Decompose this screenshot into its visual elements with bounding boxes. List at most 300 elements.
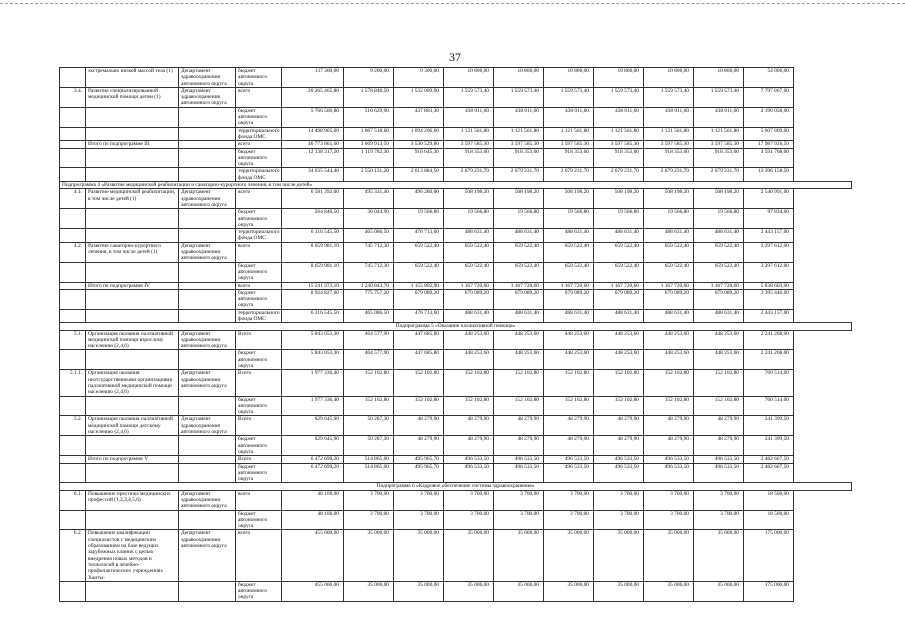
row-funding-source: бюджет автономного округа: [236, 148, 282, 168]
row-value: 3 700,00: [394, 490, 444, 510]
row-value: 1 167 720,60: [594, 282, 644, 289]
row-value: 659 522,40: [394, 242, 444, 262]
row-value: 496 533,50: [694, 463, 744, 483]
row-value: 1 121 561,80: [494, 127, 544, 141]
table-row: [60, 396, 852, 416]
row-value: 448 253,60: [494, 350, 544, 370]
row-value: 438 011,60: [694, 107, 744, 127]
row-funding-source: всего: [236, 282, 282, 289]
row-value: 464 577,90: [344, 350, 394, 370]
row-executor: [179, 262, 236, 282]
row-value: 455 000,00: [282, 530, 344, 581]
row-value: 659 522,40: [694, 262, 744, 282]
row-value: 19 566,80: [544, 209, 594, 229]
row-value: 152 102,80: [394, 396, 444, 416]
row-value: 48 279,90: [544, 416, 594, 436]
row-code: [60, 396, 86, 416]
row-value: 2 679 231,70: [594, 168, 644, 182]
row-value: 488 631,40: [644, 309, 694, 323]
row-value: 35 000,00: [394, 530, 444, 581]
row-executor: [179, 463, 236, 483]
row-value: 175 000,00: [744, 530, 794, 581]
row-name: [86, 229, 179, 243]
row-value: 6 316 545,50: [282, 309, 344, 323]
row-executor: [179, 309, 236, 323]
row-value: 679 089,20: [394, 289, 444, 309]
row-value: 659 522,40: [644, 242, 694, 262]
row-value: 1 240 843,70: [344, 282, 394, 289]
row-value: 1 119 782,30: [344, 148, 394, 168]
table-row: [60, 309, 852, 323]
row-value: 35 000,00: [694, 581, 744, 601]
row-code: [60, 309, 86, 323]
row-name: [86, 127, 179, 141]
row-value: 17 987 926,50: [744, 141, 794, 148]
row-value: 448 253,60: [594, 350, 644, 370]
row-value: 679 089,20: [494, 289, 544, 309]
row-code: [60, 209, 86, 229]
row-value: 2 550 131,20: [344, 168, 394, 182]
row-value: 679 089,20: [694, 289, 744, 309]
row-value: 35 000,00: [544, 581, 594, 601]
row-value: 152 102,80: [694, 396, 744, 416]
row-value: 9 200,00: [344, 68, 394, 88]
row-value: 496 533,50: [444, 463, 494, 483]
row-value: 488 631,40: [594, 229, 644, 243]
row-code: 3.4.: [60, 87, 86, 107]
table-row: [60, 148, 852, 168]
row-value: 918 353,60: [444, 148, 494, 168]
row-value: 19 566,80: [694, 209, 744, 229]
row-value: 496 280,00: [394, 189, 444, 209]
row-value: 659 522,40: [594, 242, 644, 262]
row-value: 48 279,90: [694, 416, 744, 436]
subprogram-title: Подпрограмма 5 «Оказание паллиативной помощи»: [60, 323, 852, 330]
row-value: 659 522,40: [394, 262, 444, 282]
row-value: 35 000,00: [594, 530, 644, 581]
row-value: 496 533,50: [544, 456, 594, 463]
row-code: 6.1.: [60, 490, 86, 510]
row-value: 1 121 561,80: [644, 127, 694, 141]
row-value: 1 121 561,80: [444, 127, 494, 141]
row-value: 1 167 720,60: [494, 282, 544, 289]
row-funding-source: бюджет автономного округа: [236, 463, 282, 483]
row-value: 488 631,40: [444, 309, 494, 323]
row-executor: [179, 282, 236, 289]
row-name: Развитие санаторно-курортного лечения, в том числе детей (1): [86, 242, 179, 262]
row-value: 1 559 573,40: [594, 87, 644, 107]
row-executor: Департамент здравоохранения автономного округа: [179, 242, 236, 262]
row-value: 48 279,90: [444, 436, 494, 456]
row-value: 495 965,70: [394, 463, 444, 483]
row-name: Повышение квалификации специалистов с медицинским образованием на базе ведущих зарубежных клиник с целью внедрения новых методов и технологий в лечебно-профилактических учреждениях Ханты-: [86, 530, 179, 581]
row-value: 264 846,50: [282, 209, 344, 229]
row-name: Развитие специализированной медицинской помощи детям (1): [86, 87, 179, 107]
row-value: 3 395 446,00: [744, 289, 794, 309]
row-value: 496 533,50: [444, 456, 494, 463]
row-value: 5 843 053,30: [282, 350, 344, 370]
row-value: 1 559 573,40: [644, 87, 694, 107]
row-value: 496 533,50: [594, 456, 644, 463]
row-value: 2 540 991,00: [744, 189, 794, 209]
row-code: 5.1.: [60, 330, 86, 350]
row-name: [86, 168, 179, 182]
table-row: [60, 262, 852, 282]
row-value: 48 279,90: [644, 416, 694, 436]
row-name: [86, 107, 179, 127]
row-value: 659 522,40: [444, 262, 494, 282]
row-value: 514 865,00: [344, 463, 394, 483]
row-value: 1 532 009,90: [394, 87, 444, 107]
table-row: [60, 87, 852, 107]
row-value: 447 685,80: [394, 350, 444, 370]
row-value: 659 522,40: [494, 242, 544, 262]
row-value: 54 000,00: [744, 68, 794, 88]
row-value: 508 198,20: [444, 189, 494, 209]
row-value: 1 559 573,40: [494, 87, 544, 107]
row-value: 152 102,80: [594, 396, 644, 416]
row-value: 30 044,90: [344, 209, 394, 229]
row-value: 2 241 268,00: [744, 330, 794, 350]
row-code: 4.1.: [60, 189, 86, 209]
row-value: 508 198,20: [694, 189, 744, 209]
row-value: 3 597 585,30: [694, 141, 744, 148]
row-executor: Департамент здравоохранения автономного округа: [179, 490, 236, 510]
row-value: 760 514,00: [744, 370, 794, 396]
row-value: 918 353,60: [544, 148, 594, 168]
row-executor: [179, 510, 236, 530]
row-value: 46 773 861,60: [282, 141, 344, 148]
row-executor: [179, 107, 236, 127]
row-name: Организация оказания паллиативной медицинской помощи детскому населению (2,4,6): [86, 416, 179, 436]
table-row: [60, 330, 852, 350]
row-name: экстремально низкой массой тела (1): [86, 68, 179, 88]
row-value: 488 631,40: [494, 229, 544, 243]
row-value: 2 482 667,50: [744, 456, 794, 463]
row-value: 488 631,40: [494, 309, 544, 323]
row-funding-source: Всего: [236, 456, 282, 463]
row-value: 19 566,80: [394, 209, 444, 229]
row-value: 1 167 720,60: [694, 282, 744, 289]
row-name: Итого по подпрограмме V: [86, 456, 179, 463]
row-name: [86, 148, 179, 168]
row-name: Повышение престижа медицинских профессий (1,2,3,4,5,6): [86, 490, 179, 510]
row-value: 2 241 268,00: [744, 350, 794, 370]
row-value: 745 712,30: [344, 242, 394, 262]
row-value: 19 566,80: [594, 209, 644, 229]
row-value: 6 472 699,20: [282, 463, 344, 483]
row-value: 2 443 157,00: [744, 229, 794, 243]
row-value: 488 631,40: [444, 229, 494, 243]
row-value: 8 924 827,60: [282, 289, 344, 309]
row-value: 1 121 561,80: [694, 127, 744, 141]
row-value: 152 102,80: [644, 396, 694, 416]
row-value: 488 631,40: [694, 229, 744, 243]
row-code: [60, 262, 86, 282]
subprogram-title: Подпрограмма 6 «Кадровое обеспечение системы здравоохранения»: [60, 483, 852, 490]
row-value: 679 089,20: [444, 289, 494, 309]
row-funding-source: территориального фонда ОМС: [236, 309, 282, 323]
row-value: 455 000,00: [282, 581, 344, 601]
row-funding-source: бюджет автономного округа: [236, 436, 282, 456]
row-value: 19 566,80: [494, 209, 544, 229]
row-value: 2 613 884,50: [394, 168, 444, 182]
row-value: 1 067 518,60: [344, 127, 394, 141]
row-value: 1 559 573,40: [444, 87, 494, 107]
row-code: [60, 229, 86, 243]
row-value: 19 566,80: [644, 209, 694, 229]
row-value: 35 000,00: [544, 530, 594, 581]
row-value: 50 287,30: [344, 436, 394, 456]
row-value: 2 443 157,00: [744, 309, 794, 323]
row-value: 448 253,60: [494, 330, 544, 350]
row-name: Организация оказания неотсударственными организациями паллиативной медицинской помощи населению (2,4,6): [86, 370, 179, 396]
row-value: 48 279,90: [694, 436, 744, 456]
top-border-line: [0, 3, 905, 4]
row-executor: Департамент здравоохранения автономного округа: [179, 68, 236, 88]
row-value: 448 253,60: [444, 350, 494, 370]
row-value: 437 803,30: [394, 107, 444, 127]
table-row: [60, 127, 852, 141]
row-value: 10 800,00: [694, 68, 744, 88]
row-value: 3 597 585,30: [544, 141, 594, 148]
row-funding-source: всего: [236, 189, 282, 209]
row-value: 2 679 231,70: [544, 168, 594, 182]
row-value: 3 669 913,50: [344, 141, 394, 148]
row-value: 48 279,90: [594, 416, 644, 436]
row-value: 916 645,30: [394, 148, 444, 168]
row-value: 35 000,00: [644, 530, 694, 581]
row-value: 464 577,90: [344, 330, 394, 350]
table-row: [60, 490, 852, 510]
row-code: 6.2.: [60, 530, 86, 581]
row-value: 3 700,00: [644, 510, 694, 530]
subprogram-header-row: [60, 483, 852, 490]
row-code: [60, 463, 86, 483]
row-value: 508 198,20: [494, 189, 544, 209]
subprogram-title: Подпрограмма 4 «Развитие медицинской реабилитации и санаторно-курортного лечения, в том числе детей»: [60, 182, 852, 189]
row-value: 918 353,60: [594, 148, 644, 168]
row-executor: Департамент здравоохранения автономного округа: [179, 87, 236, 107]
row-funding-source: Всего: [236, 330, 282, 350]
row-executor: [179, 289, 236, 309]
row-value: 6 581 392,00: [282, 189, 344, 209]
row-value: 438 011,60: [494, 107, 544, 127]
row-value: 3 700,00: [594, 490, 644, 510]
row-value: 6 316 545,50: [282, 229, 344, 243]
row-value: 918 353,60: [494, 148, 544, 168]
row-value: 3 700,00: [394, 510, 444, 530]
row-value: 3 700,00: [644, 490, 694, 510]
row-value: 679 089,20: [594, 289, 644, 309]
row-value: 9 300,00: [394, 68, 444, 88]
row-value: 659 522,40: [544, 262, 594, 282]
row-name: [86, 463, 179, 483]
row-value: 10 800,00: [544, 68, 594, 88]
row-value: 1 578 848,50: [344, 87, 394, 107]
row-executor: [179, 456, 236, 463]
row-value: 152 102,80: [444, 370, 494, 396]
row-value: 10 800,00: [644, 68, 694, 88]
row-value: 3 597 585,30: [594, 141, 644, 148]
row-value: 514 865,00: [344, 456, 394, 463]
row-value: 3 700,00: [694, 510, 744, 530]
row-executor: [179, 209, 236, 229]
row-value: 629 645,90: [282, 436, 344, 456]
row-value: 48 279,90: [394, 416, 444, 436]
row-value: 152 102,80: [344, 396, 394, 416]
row-value: 152 102,80: [394, 370, 444, 396]
row-value: 152 102,80: [544, 396, 594, 416]
row-value: 496 533,50: [494, 456, 544, 463]
row-value: 48 100,00: [282, 510, 344, 530]
row-funding-source: территориального фонда ОМС: [236, 127, 282, 141]
row-value: 659 522,40: [594, 262, 644, 282]
row-value: 48 279,90: [444, 416, 494, 436]
row-value: 447 685,80: [394, 330, 444, 350]
row-value: 2 190 058,00: [744, 107, 794, 127]
row-value: 48 279,90: [394, 436, 444, 456]
row-executor: [179, 141, 236, 148]
row-value: 20 265 465,80: [282, 87, 344, 107]
row-value: 35 000,00: [594, 581, 644, 601]
row-name: [86, 581, 179, 601]
row-value: 918 353,60: [644, 148, 694, 168]
row-funding-source: бюджет автономного округа: [236, 581, 282, 601]
table-row: [60, 209, 852, 229]
row-value: 659 522,40: [544, 242, 594, 262]
row-value: 2 679 231,70: [494, 168, 544, 182]
row-value: 3 700,00: [444, 510, 494, 530]
row-value: 488 631,40: [694, 309, 744, 323]
row-value: 448 253,60: [644, 350, 694, 370]
row-funding-source: бюджет автономного округа: [236, 107, 282, 127]
table-row: [60, 510, 852, 530]
row-value: 448 253,60: [694, 330, 744, 350]
row-name: [86, 436, 179, 456]
table-row: [60, 229, 852, 243]
row-value: 8 659 981,10: [282, 242, 344, 262]
row-value: 679 089,20: [544, 289, 594, 309]
row-executor: [179, 127, 236, 141]
row-value: 3 700,00: [544, 510, 594, 530]
row-value: 2 482 667,50: [744, 463, 794, 483]
row-value: 488 631,40: [594, 309, 644, 323]
table-row: [60, 107, 852, 127]
row-funding-source: Всего: [236, 416, 282, 436]
table-row: [60, 436, 852, 456]
row-code: 5.1.1.: [60, 370, 86, 396]
row-value: 496 533,50: [544, 463, 594, 483]
row-value: 152 102,80: [594, 370, 644, 396]
row-funding-source: бюджет автономного округа: [236, 289, 282, 309]
row-value: 510 629,90: [344, 107, 394, 127]
row-value: 10 800,00: [494, 68, 544, 88]
row-value: 3 597 585,30: [494, 141, 544, 148]
row-value: 465 086,50: [344, 309, 394, 323]
row-value: 8 659 981,10: [282, 262, 344, 282]
row-value: 35 000,00: [494, 581, 544, 601]
row-value: 152 102,80: [494, 396, 544, 416]
row-funding-source: бюджет автономного округа: [236, 68, 282, 88]
row-value: 48 279,90: [494, 416, 544, 436]
row-executor: Департамент здравоохранения автономного округа: [179, 416, 236, 436]
row-value: 3 700,00: [444, 490, 494, 510]
row-value: 10 800,00: [594, 68, 644, 88]
row-value: 97 834,00: [744, 209, 794, 229]
row-executor: [179, 229, 236, 243]
row-executor: [179, 148, 236, 168]
row-funding-source: Всего: [236, 370, 282, 396]
row-value: 679 089,20: [644, 289, 694, 309]
row-value: 10 800,00: [444, 68, 494, 88]
row-value: 3 700,00: [694, 490, 744, 510]
row-value: 152 102,80: [694, 370, 744, 396]
row-code: [60, 436, 86, 456]
subprogram-header-row: [60, 323, 852, 330]
row-code: [60, 127, 86, 141]
row-value: 3 700,00: [344, 490, 394, 510]
row-name: [86, 209, 179, 229]
row-value: 48 279,90: [594, 436, 644, 456]
row-name: Организация оказания паллиативной медицинской помощи взрослому населению (2,4,6): [86, 330, 179, 350]
row-code: 4.2.: [60, 242, 86, 262]
table-row: [60, 370, 852, 396]
row-executor: [179, 168, 236, 182]
row-executor: Департамент здравоохранения автономного округа: [179, 370, 236, 396]
row-value: 488 631,40: [644, 229, 694, 243]
row-name: [86, 510, 179, 530]
row-value: 12 138 317,20: [282, 148, 344, 168]
table-row: [60, 141, 852, 148]
row-funding-source: бюджет автономного округа: [236, 350, 282, 370]
row-value: 465 086,50: [344, 229, 394, 243]
row-value: 241 399,50: [744, 416, 794, 436]
row-value: 775 757,20: [344, 289, 394, 309]
row-value: 495 331,40: [344, 189, 394, 209]
row-value: 496 533,50: [494, 463, 544, 483]
row-funding-source: всего: [236, 141, 282, 148]
row-value: 175 000,00: [744, 581, 794, 601]
row-code: [60, 148, 86, 168]
row-funding-source: бюджет автономного округа: [236, 396, 282, 416]
row-value: 35 000,00: [344, 581, 394, 601]
row-value: 1 121 561,80: [544, 127, 594, 141]
row-value: 35 000,00: [344, 530, 394, 581]
row-name: [86, 309, 179, 323]
row-value: 745 712,30: [344, 262, 394, 282]
row-value: 476 713,60: [394, 309, 444, 323]
row-value: 3 700,00: [594, 510, 644, 530]
row-value: 152 102,80: [494, 370, 544, 396]
row-value: 5 607 809,00: [744, 127, 794, 141]
row-value: 448 253,60: [544, 350, 594, 370]
row-value: 448 253,60: [694, 350, 744, 370]
row-value: 918 353,60: [694, 148, 744, 168]
row-value: 495 965,70: [394, 456, 444, 463]
row-value: 1 559 573,40: [544, 87, 594, 107]
row-value: 1 559 573,40: [694, 87, 744, 107]
row-code: 5.2.: [60, 416, 86, 436]
row-code: [60, 168, 86, 182]
row-value: 3 297 612,00: [744, 262, 794, 282]
row-value: 5 838 603,00: [744, 282, 794, 289]
row-value: 508 198,20: [644, 189, 694, 209]
table-row: [60, 68, 852, 88]
row-value: 35 000,00: [694, 530, 744, 581]
row-value: 448 253,60: [644, 330, 694, 350]
row-value: 496 533,50: [644, 456, 694, 463]
